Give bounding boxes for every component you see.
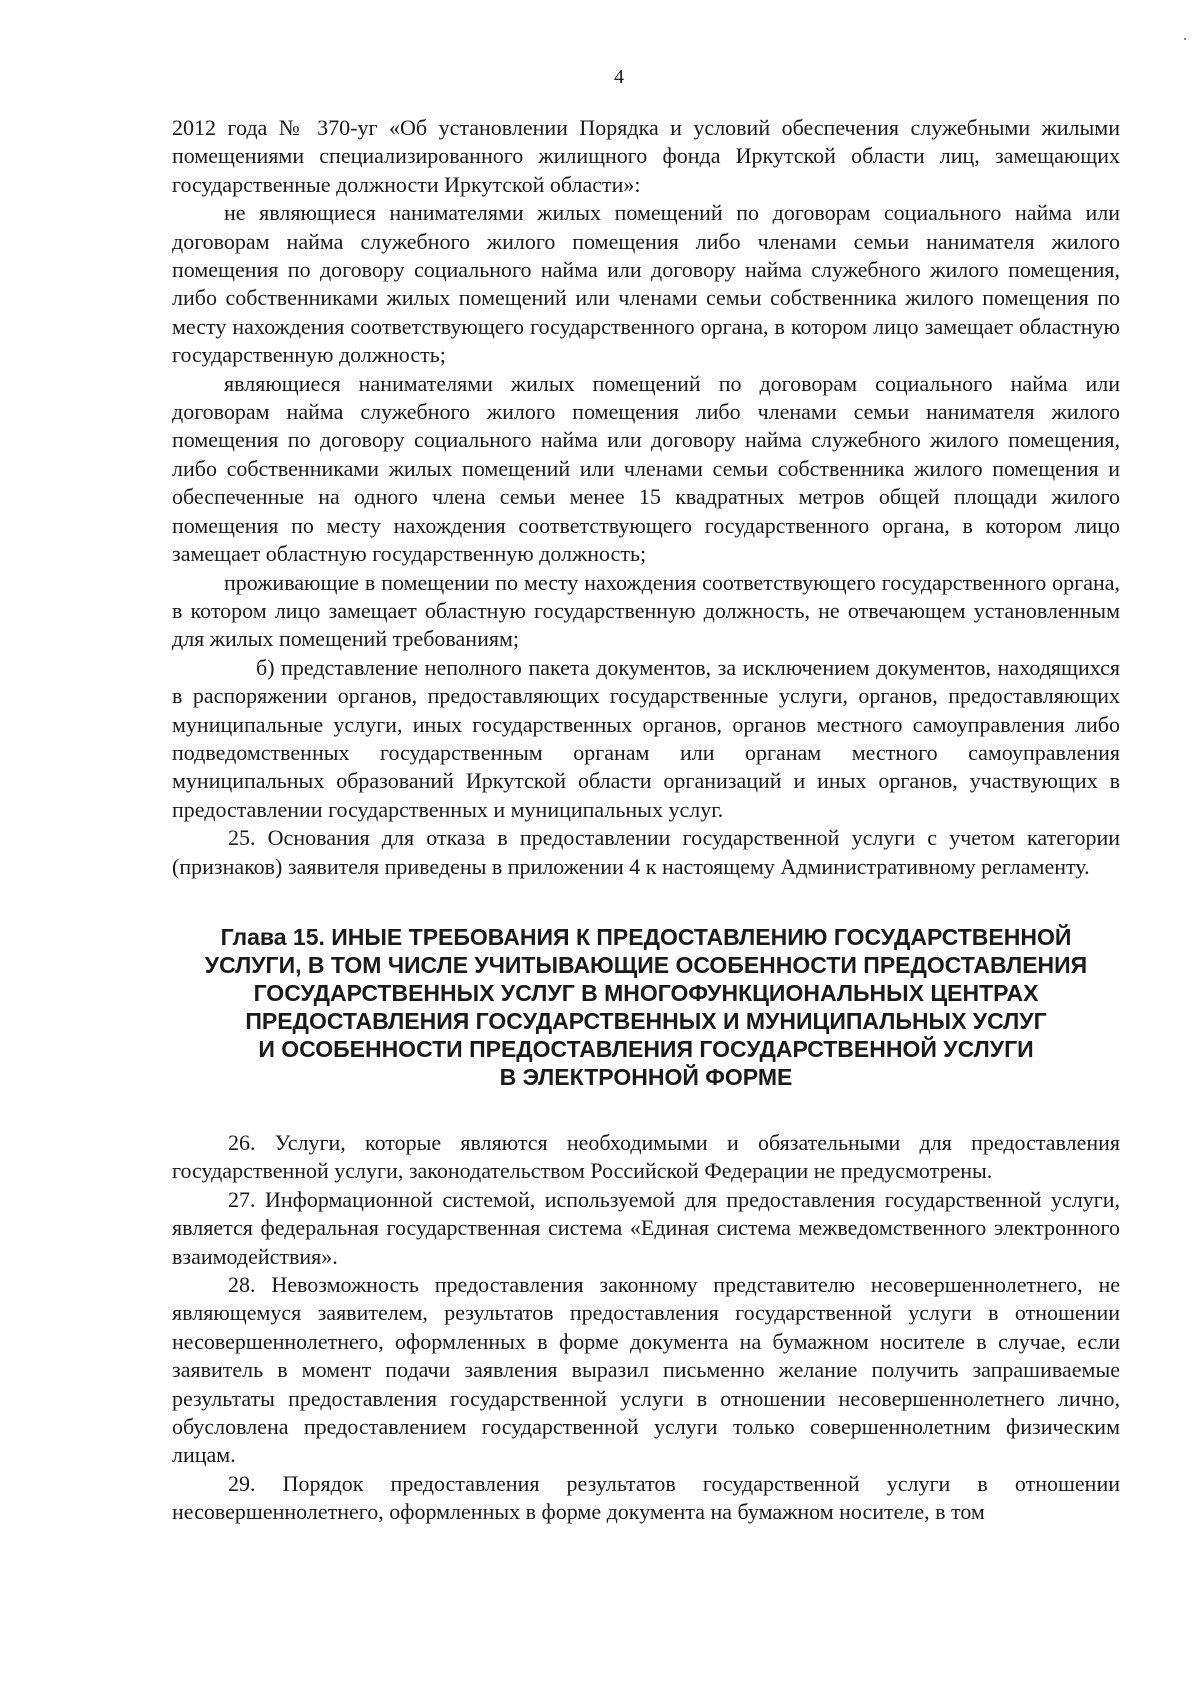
document-body [172,114,1120,1527]
page-number: 4 [614,66,624,88]
paragraph-tenants: являющиеся нанимателями жилых помещений по договорам социального найма или договорам найма служебного жилого помещения либо членами семьи нанимателя жилого помещения по договору социального найма или договору найма служебного жилого помещения, либо собственниками жилых помещений или членами семьи собственника жилого помещения и обеспеченные на одного члена семьи менее 15 квадратных метров общей площади жилого помещения по месту нахождения соответствующего государственного органа, в котором лицо замещает областную государственную должность; [172,370,1120,567]
heading-line: Глава 15. ИНЫЕ ТРЕБОВАНИЯ К ПРЕДОСТАВЛЕНИЮ ГОСУДАРСТВЕННОЙ [220,923,1072,950]
heading-line: УСЛУГИ, В ТОМ ЧИСЛЕ УЧИТЫВАЮЩИЕ ОСОБЕННОСТИ ПРЕДОСТАВЛЕНИЯ [204,951,1088,978]
heading-line: ПРЕДОСТАВЛЕНИЯ ГОСУДАРСТВЕННЫХ И МУНИЦИПАЛЬНЫХ УСЛУГ [245,1007,1047,1034]
chapter-heading [172,923,1120,1091]
heading-line: ГОСУДАРСТВЕННЫХ УСЛУГ В МНОГОФУНКЦИОНАЛЬНЫХ ЦЕНТРАХ [253,979,1039,1006]
paragraph-26: 26. Услуги, которые являются необходимыми и обязательными для предоставления государственной услуги, законодательством Российской Федерации не предусмотрены. [172,1129,1120,1184]
paragraph-28: 28. Невозможность предоставления законному представителю несовершеннолетнего, не являющемуся заявителем, результатов предоставления государственной услуги в отношении несовершеннолетнего, оформленных в форме документа на бумажном носителе в случае, если заявитель в момент подачи заявления выразил письменно желание получить запрашиваемые результаты предоставления государственной услуги в отношении несовершеннолетнего лично, обусловлена предоставлением государственной услуги только совершеннолетним физическим лицам. [172,1272,1120,1468]
heading-line: В ЭЛЕКТРОННОЙ ФОРМЕ [499,1063,793,1090]
heading-line: И ОСОБЕННОСТИ ПРЕДОСТАВЛЕНИЯ ГОСУДАРСТВЕННОЙ УСЛУГИ [258,1035,1034,1062]
paragraph-item-b: б) представление неполного пакета документов, за исключением документов, находящихся в распоряжении органов, предоставляющих государственные услуги, органов, предоставляющих муниципальные услуги, иных государственных органов, органов местного самоуправления либо подведомственных государственным органам или органам местного самоуправления муниципальных образований Иркутской области организаций и иных органов, участвующих в предоставлении государственных и муниципальных услуг. [172,654,1120,822]
paragraph-27: 27. Информационной системой, используемой для предоставления государственной услуги, является федеральная государственная система «Единая система межведомственного электронного взаимодействия». [172,1186,1120,1269]
scan-speck [1184,38,1186,40]
paragraph-continuation: 2012 года № 370-уг «Об установлении Порядка и условий обеспечения служебными жилыми помещениями специализированного жилищного фонда Иркутской области лиц, замещающих государственные должности Иркутской области»: [172,115,1120,197]
paragraph-25: 25. Основания для отказа в предоставлении государственной услуги с учетом категории (признаков) заявителя приведены в приложении 4 к настоящему Административному регламенту. [172,825,1120,879]
paragraph-29: 29. Порядок предоставления результатов государственной услуги в отношении несовершеннолетнего, оформленных в форме документа на бумажном носителе, в том [172,1470,1120,1525]
paragraph-not-tenants: не являющиеся нанимателями жилых помещений по договорам социального найма или договорам найма служебного жилого помещения либо членами семьи нанимателя жилого помещения по договору социального найма или договору найма служебного жилого помещения, либо собственниками жилых помещений или членами семьи собственника жилого помещения по месту нахождения соответствующего государственного органа, в котором лицо замещает областную государственную должность; [172,200,1120,368]
paragraph-residing: проживающие в помещении по месту нахождения соответствующего государственного органа, в котором лицо замещает областную государственную должность, не отвечающем установленным для жилых помещений требованиям; [172,569,1120,652]
